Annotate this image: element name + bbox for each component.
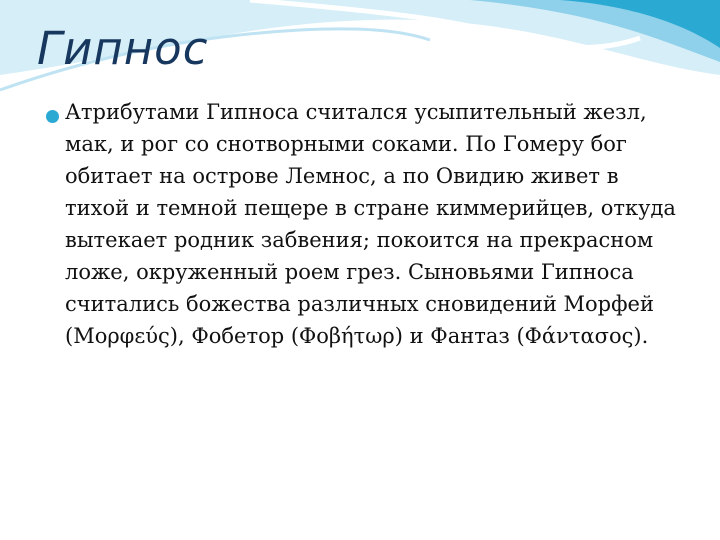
slide-title: Гипнос xyxy=(37,22,209,75)
bullet-text: Атрибутами Гипноса считался усыпительный жезл, мак, и рог со снотворными соками. По Гомеру бог обитает на острове Лемнос, а по Овидию живет в тихой и темной пещере в стране киммерийцев, откуда вытекает родник забвения; покоится на прекрасном ложе, окруженный роем грез. Сыновьями Гипноса считались божества различных сновидений Морфей (Μορφεύς), Фобетор (Φοβήτωρ) и Фантаз (Φάντασος). xyxy=(65,100,676,348)
bullet-icon xyxy=(46,110,59,123)
